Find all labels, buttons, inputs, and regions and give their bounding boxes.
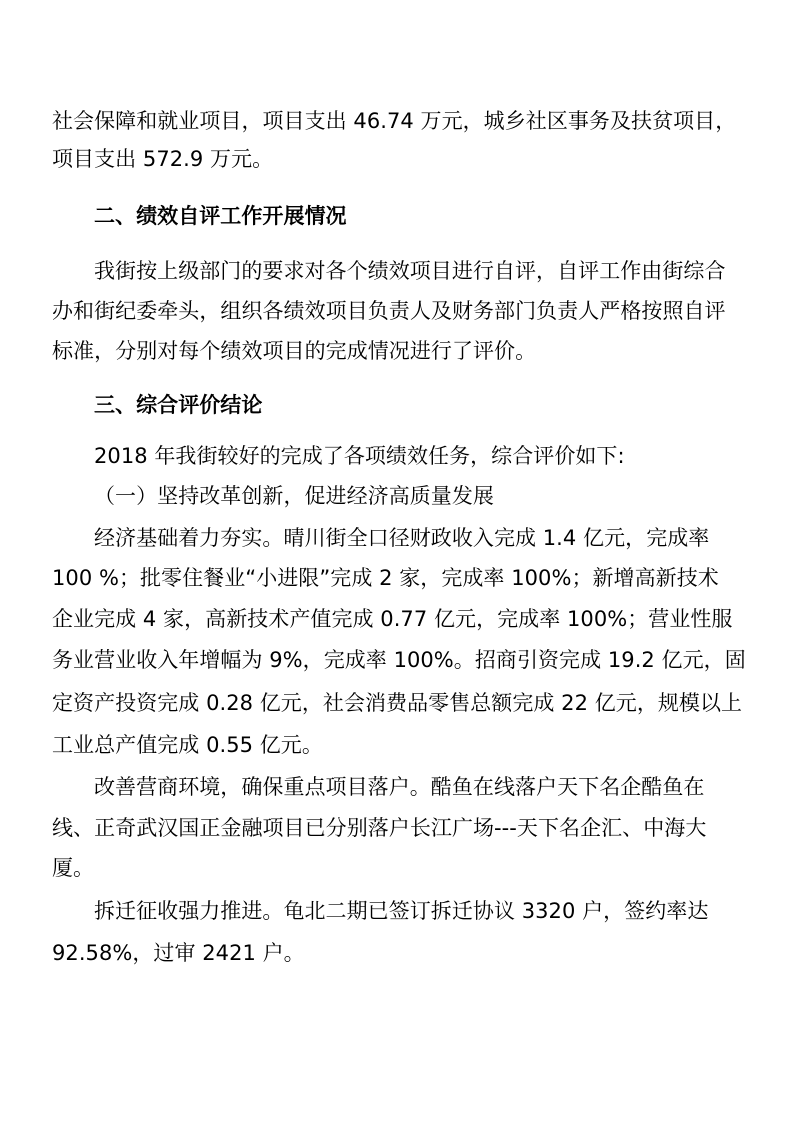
text-line: 2018 年我街较好的完成了各项绩效任务，综合评价如下: (94, 444, 625, 468)
text-line: 经济基础着力夯实。晴川街全口径财政收入完成 1.4 亿元，完成率 (94, 526, 710, 550)
text-line: 定资产投资完成 0.28 亿元，社会消费品零售总额完成 22 亿元，规模以上 (52, 691, 743, 715)
text-line: 我街按上级部门的要求对各个绩效项目进行自评，自评工作由街综合 (94, 259, 726, 283)
text-line: 拆迁征收强力推进。龟北二期已签订拆迁协议 3320 户，签约率达 (94, 899, 709, 923)
text-line: 企业完成 4 家，高新技术产值完成 0.77 亿元，完成率 100%；营业性服 (52, 607, 733, 631)
text-line: 92.58%，过审 2421 户。 (52, 941, 305, 965)
text-line: 务业营业收入年增幅为 9%，完成率 100%。招商引资完成 19.2 亿元，固 (52, 648, 746, 672)
text-line: 改善营商环境，确保重点项目落户。酷鱼在线落户天下名企酷鱼在 (94, 775, 705, 799)
text-line: 社会保障和就业项目，项目支出 46.74 万元，城乡社区事务及扶贫项目， (52, 109, 737, 133)
section-heading: 二、绩效自评工作开展情况 (94, 204, 347, 228)
text-line: 项目支出 572.9 万元。 (52, 147, 274, 171)
text-line: 办和街纪委牵头，组织各绩效项目负责人及财务部门负责人严格按照自评 (52, 299, 726, 323)
text-line: 厦。 (52, 856, 95, 880)
text-line: 100 %；批零住餐业“小进限”完成 2 家，完成率 100%；新增高新技术 (52, 566, 719, 590)
text-line: 标准，分别对每个绩效项目的完成情况进行了评价。 (52, 339, 537, 363)
subsection-heading: （一）坚持改革创新，促进经济高质量发展 (94, 484, 494, 508)
section-heading: 三、综合评价结论 (94, 393, 263, 417)
text-line: 工业总产值完成 0.55 亿元。 (52, 733, 323, 757)
text-line: 线、正奇武汉国正金融项目已分别落户长江广场---天下名企汇、中海大 (52, 816, 707, 840)
